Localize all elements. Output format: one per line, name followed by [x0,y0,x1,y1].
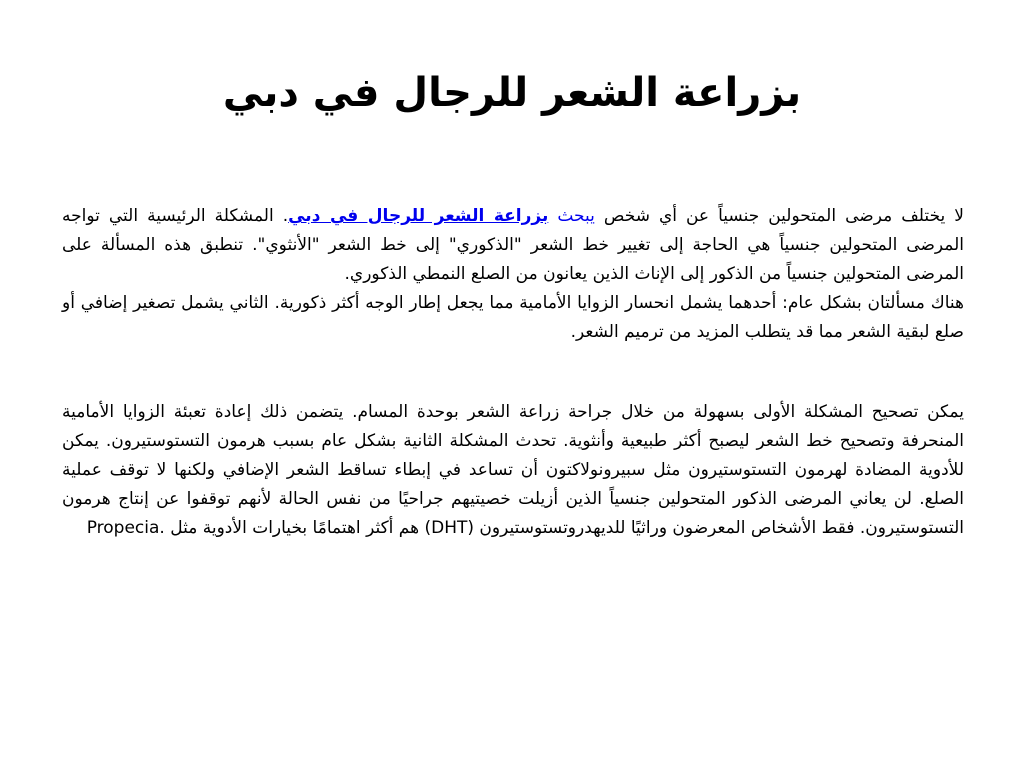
slide-title: بزراعة الشعر للرجال في دبي [222,70,802,116]
propecia-term: Propecia. [86,518,165,538]
paragraph-1-line-2: هناك مسألتان بشكل عام: أحدهما يشمل انحسار الزوايا الأمامية مما يجعل إطار الوجه أكثر ذكورية. الثاني يشمل تصغير إضافي أو صلع لبقية الشعر مما قد يتطلب المزيد من ترميم الشعر. [62,293,964,342]
paragraph-2 [62,398,964,543]
paragraph-1-text-after: . المشكلة الرئيسية التي تواجه المرضى المتحولين جنسياً هي الحاجة إلى تغيير خط الشعر "الذكوري" إلى خط الشعر "الأنثوي". تنطبق هذه المسألة على المرضى المتحولين جنسياً من الذكور إلى الإناث الذين يعانون من الصلع النمطي الذكوري. [62,206,964,284]
dht-term: DHT [431,518,468,538]
paragraph-2-last-line-a: المعرضون وراثيًا للديهدروتستوستيرون ( [467,518,746,538]
hair-transplant-dubai-link[interactable]: بزراعة الشعر للرجال في دبي [288,206,549,226]
search-link-word[interactable]: يبحث [557,206,595,226]
paragraph-1-line-1 [62,202,964,289]
paragraph-1 [62,202,964,347]
paragraph-2-last-line-b: ) هم أكثر اهتمامًا بخيارات الأدوية مثل [164,518,432,538]
paragraph-2-text: يمكن تصحيح المشكلة الأولى بسهولة من خلال جراحة زراعة الشعر بوحدة المسام. يتضمن ذلك إعادة تعبئة الزوايا الأمامية المنحرفة وتصحيح خط الشعر ليصبح أكثر طبيعية وأنثوية. تحدث المشكلة الثانية بشكل عام بسبب هرمون التستوستيرون. يمكن للأدوية المضادة لهرمون التستوستيرون مثل سبيرونولاكتون أن تساعد في إبطاء تساقط الشعر الإضافي ولكنها لا توقف عملية الصلع. لن يعاني المرضى الذكور المتحولين جنسياً الذين أزيلت خصيتيهم جراحيًا من نفس الحالة لأنهم توقفوا عن إنتاج هرمون التستوستيرون. فقط الأشخاص [62,402,964,538]
paragraph-2-main [62,398,964,543]
paragraph-1-text-before: لا يختلف مرضى المتحولين جنسياً عن أي شخص [594,206,964,226]
